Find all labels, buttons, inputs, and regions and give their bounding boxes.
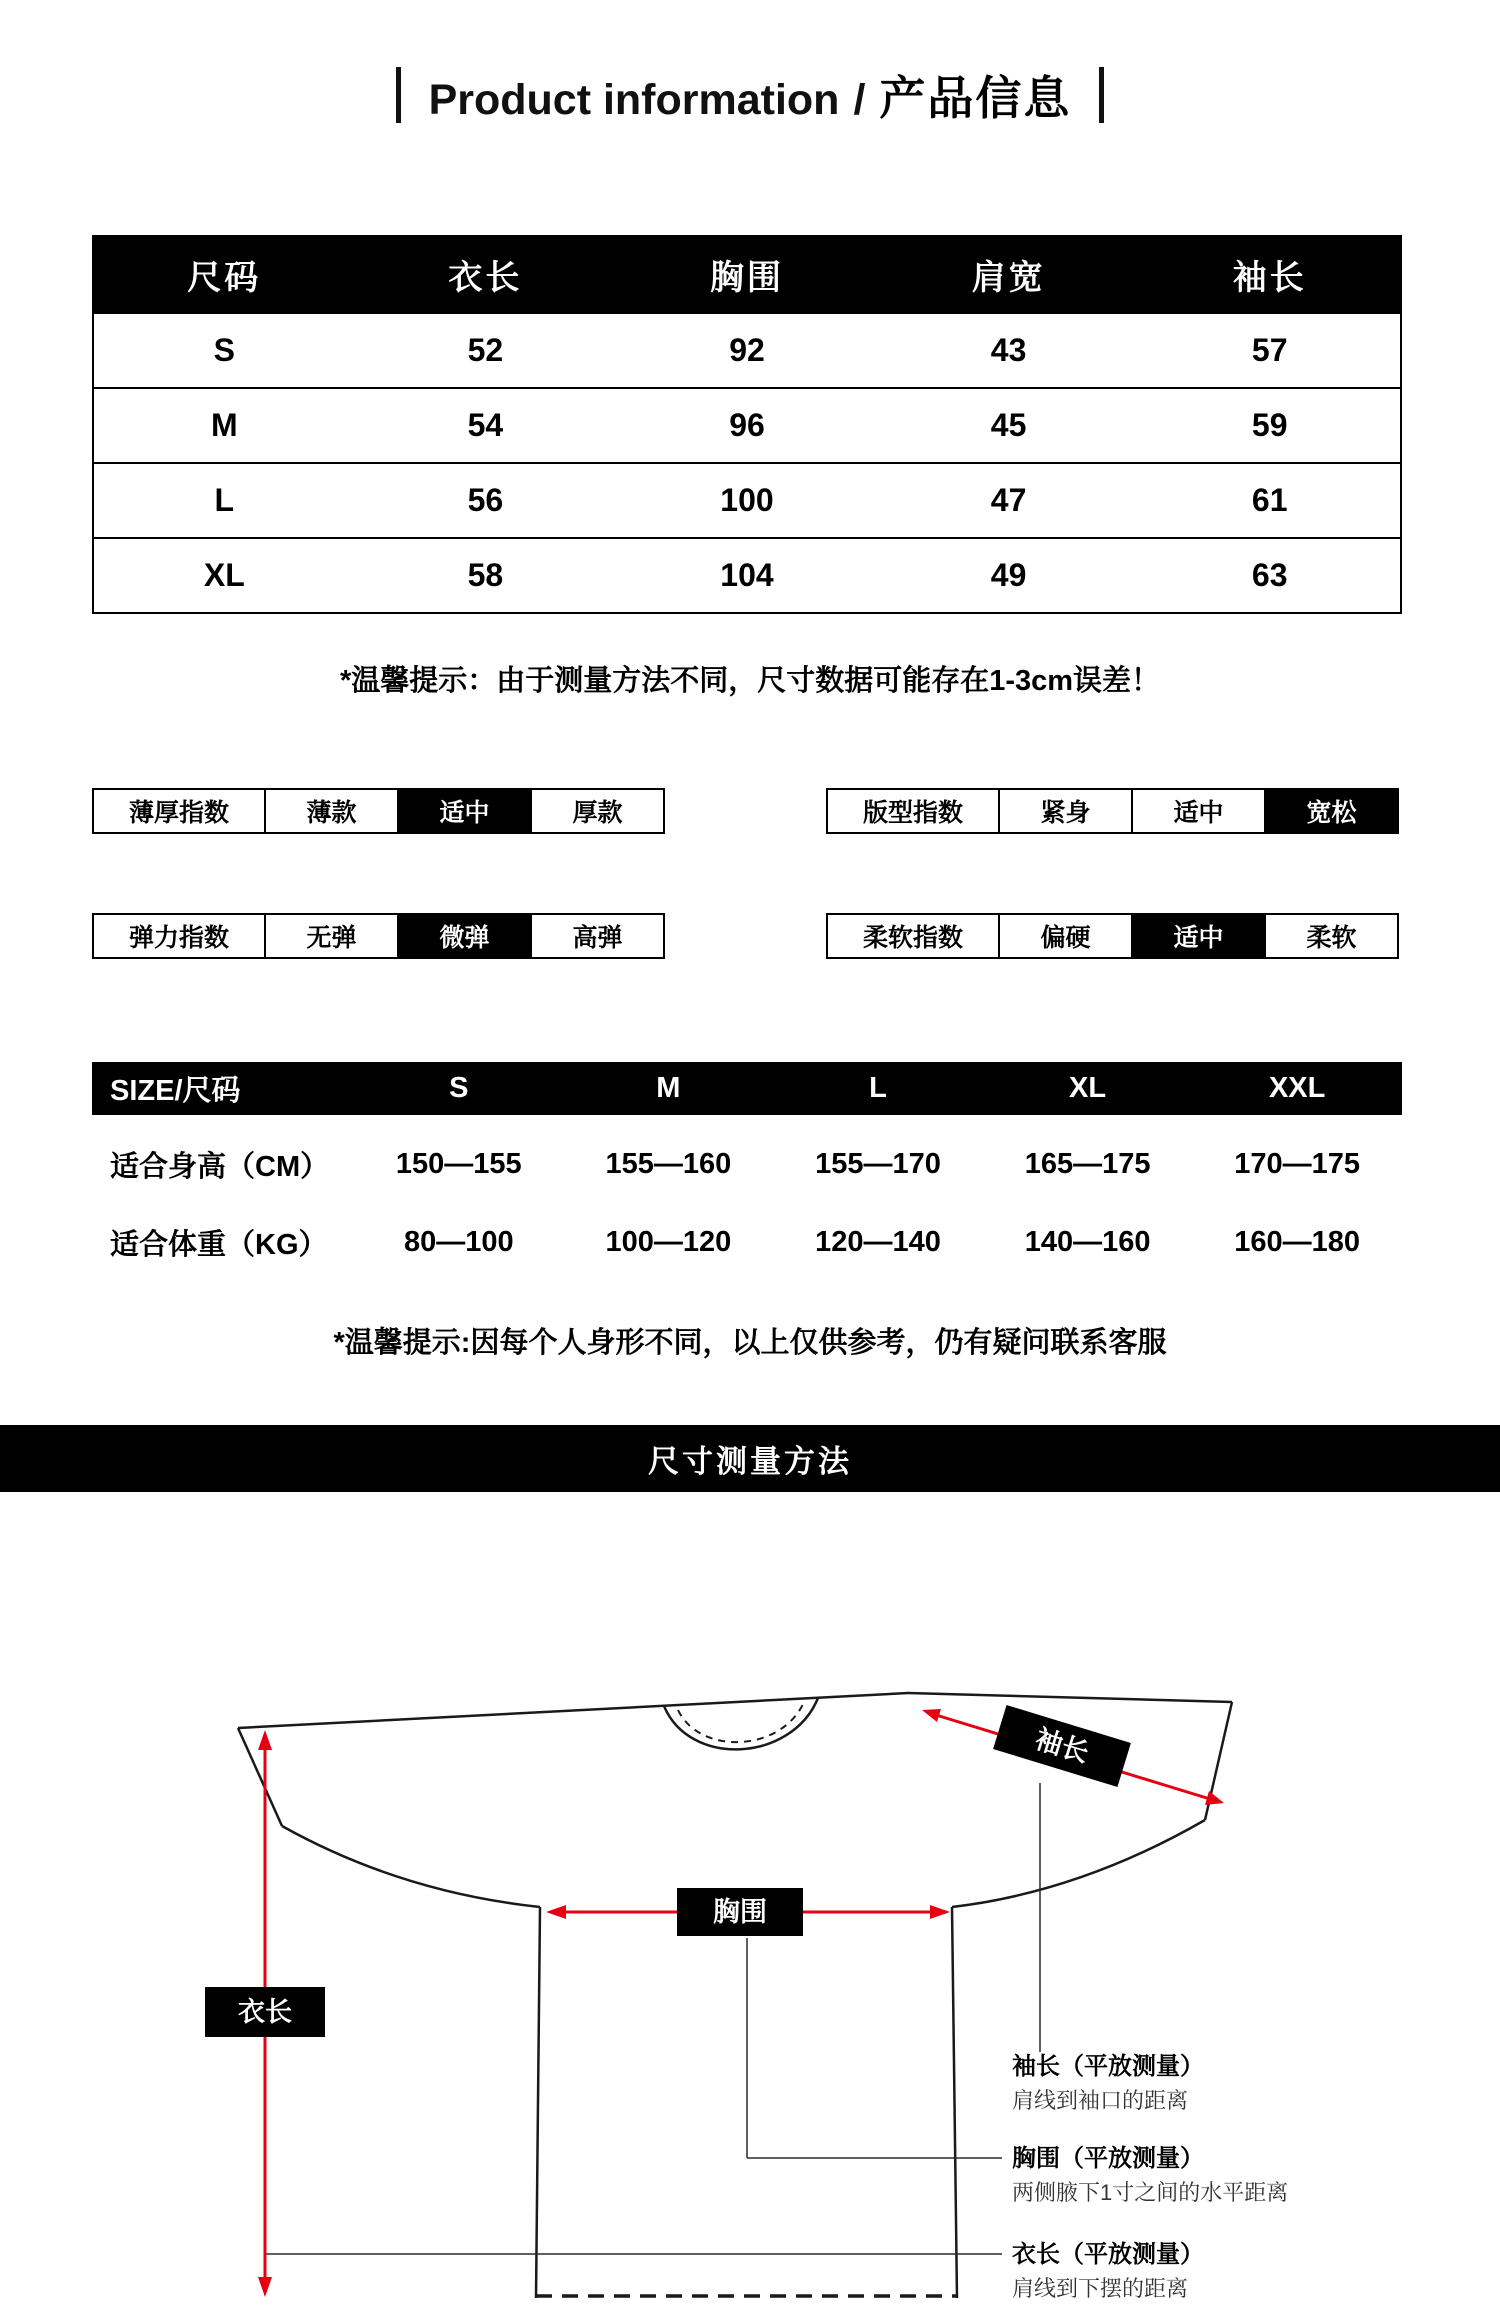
fit-value: 140—160 xyxy=(1024,1225,1151,1258)
fit-value: 100—120 xyxy=(605,1225,732,1258)
cell-value: 43 xyxy=(878,313,1140,388)
svg-text:肩线到下摆的距离: 肩线到下摆的距离 xyxy=(1012,2276,1189,2301)
cell-value: 104 xyxy=(616,538,878,613)
fit-header-s: S xyxy=(449,1072,469,1104)
fit-row-label: 适合身高（CM） xyxy=(110,1150,330,1183)
index-strip-elasticity xyxy=(92,913,665,959)
body-shape-note: *温馨提示:因每个人身形不同，以上仅供参考，仍有疑问联系客服 xyxy=(333,1327,1167,1359)
index-option: 柔软 xyxy=(1264,915,1397,957)
index-label: 薄厚指数 xyxy=(94,790,264,832)
fit-header-m: M xyxy=(656,1072,681,1104)
table-row-xl xyxy=(93,538,1401,613)
measure-label-sleeve xyxy=(993,1705,1131,1787)
fit-value: 155—170 xyxy=(815,1147,941,1180)
annotation-sleeve xyxy=(1012,2053,1204,2113)
col-header-length: 衣长 xyxy=(355,236,617,313)
cell-value: 59 xyxy=(1139,388,1401,463)
index-option: 高弹 xyxy=(530,915,663,957)
fit-value: 120—140 xyxy=(815,1225,941,1258)
index-option: 适中 xyxy=(1131,790,1264,832)
cell-value: 61 xyxy=(1139,463,1401,538)
measurement-diagram xyxy=(0,1500,1500,2322)
fit-row-weight xyxy=(92,1218,1402,1266)
col-header-size: 尺码 xyxy=(93,236,355,313)
title-chinese: 产品信息 xyxy=(879,72,1072,124)
index-option: 厚款 xyxy=(530,790,663,832)
measurement-method-banner: 尺寸测量方法 xyxy=(0,1425,1500,1492)
index-option-selected: 适中 xyxy=(1131,915,1264,957)
fit-value: 165—175 xyxy=(1024,1147,1151,1180)
cell-value: 49 xyxy=(878,538,1140,613)
fit-value: 170—175 xyxy=(1234,1147,1361,1180)
svg-text:肩线到袖口的距离: 肩线到袖口的距离 xyxy=(1012,2088,1189,2113)
col-header-chest: 胸围 xyxy=(616,236,878,313)
index-option: 无弹 xyxy=(264,915,397,957)
page-title xyxy=(0,62,1500,128)
index-label: 版型指数 xyxy=(828,790,998,832)
svg-text:衣长: 衣长 xyxy=(238,1997,292,2027)
cell-value: 54 xyxy=(355,388,617,463)
fit-value: 160—180 xyxy=(1234,1225,1361,1258)
fit-row-label: 适合体重（KG） xyxy=(110,1228,328,1261)
fit-header-l: L xyxy=(869,1072,887,1104)
title-left-bar xyxy=(396,67,401,123)
index-option: 偏硬 xyxy=(998,915,1131,957)
table-row-m xyxy=(93,388,1401,463)
table-row-s xyxy=(93,313,1401,388)
tshirt-outline xyxy=(238,1693,1232,2298)
table-row-l xyxy=(93,463,1401,538)
index-label: 柔软指数 xyxy=(828,915,998,957)
cell-size: L xyxy=(93,463,355,538)
col-header-sleeve: 袖长 xyxy=(1139,236,1401,313)
index-option-selected: 宽松 xyxy=(1264,790,1397,832)
cell-size: M xyxy=(93,388,355,463)
index-strip-softness xyxy=(826,913,1399,959)
svg-text:两侧腋下1寸之间的水平距离: 两侧腋下1寸之间的水平距离 xyxy=(1012,2180,1289,2205)
cell-value: 52 xyxy=(355,313,617,388)
cell-value: 57 xyxy=(1139,313,1401,388)
fit-header-xxl: XXL xyxy=(1268,1072,1326,1104)
title-right-bar xyxy=(1099,67,1104,123)
cell-value: 56 xyxy=(355,463,617,538)
fit-value: 150—155 xyxy=(395,1147,522,1180)
svg-text:胸围: 胸围 xyxy=(713,1897,767,1927)
title-english: Product information xyxy=(428,76,840,124)
annotation-guide-lines xyxy=(266,1783,1040,2254)
size-spec-table xyxy=(92,235,1402,614)
svg-text:袖长: 袖长 xyxy=(1031,1723,1093,1769)
annotation-length xyxy=(1012,2241,1204,2301)
measurement-tolerance-note: *温馨提示：由于测量方法不同，尺寸数据可能存在1-3cm误差！ xyxy=(339,665,1161,697)
title-separator: / xyxy=(853,76,866,124)
cell-value: 58 xyxy=(355,538,617,613)
index-option: 薄款 xyxy=(264,790,397,832)
index-label: 弹力指数 xyxy=(94,915,264,957)
index-option-selected: 微弹 xyxy=(397,915,530,957)
cell-value: 92 xyxy=(616,313,878,388)
svg-text:胸围（平放测量）: 胸围（平放测量） xyxy=(1012,2145,1204,2172)
size-table-header-row xyxy=(93,236,1401,313)
measure-label-chest xyxy=(677,1888,803,1936)
cell-value: 100 xyxy=(616,463,878,538)
title-text xyxy=(429,62,1072,128)
cell-value: 47 xyxy=(878,463,1140,538)
col-header-shoulder: 肩宽 xyxy=(878,236,1140,313)
index-option-selected: 适中 xyxy=(397,790,530,832)
svg-text:衣长（平放测量）: 衣长（平放测量） xyxy=(1012,2241,1204,2268)
fit-table-header xyxy=(92,1062,1402,1115)
fit-row-height xyxy=(92,1140,1402,1188)
cell-value: 45 xyxy=(878,388,1140,463)
fit-header-xl: XL xyxy=(1069,1072,1107,1104)
annotation-chest xyxy=(1012,2144,1288,2205)
cell-size: XL xyxy=(93,538,355,613)
measure-label-length xyxy=(205,1987,325,2037)
cell-size: S xyxy=(93,313,355,388)
svg-text:袖长（平放测量）: 袖长（平放测量） xyxy=(1012,2053,1204,2080)
cell-value: 63 xyxy=(1139,538,1401,613)
cell-value: 96 xyxy=(616,388,878,463)
fit-header-label: SIZE/尺码 xyxy=(110,1075,241,1107)
fit-value: 80—100 xyxy=(403,1225,514,1258)
fit-value: 155—160 xyxy=(605,1147,732,1180)
index-strip-fit xyxy=(826,788,1399,834)
index-strip-thickness xyxy=(92,788,665,834)
index-option: 紧身 xyxy=(998,790,1131,832)
